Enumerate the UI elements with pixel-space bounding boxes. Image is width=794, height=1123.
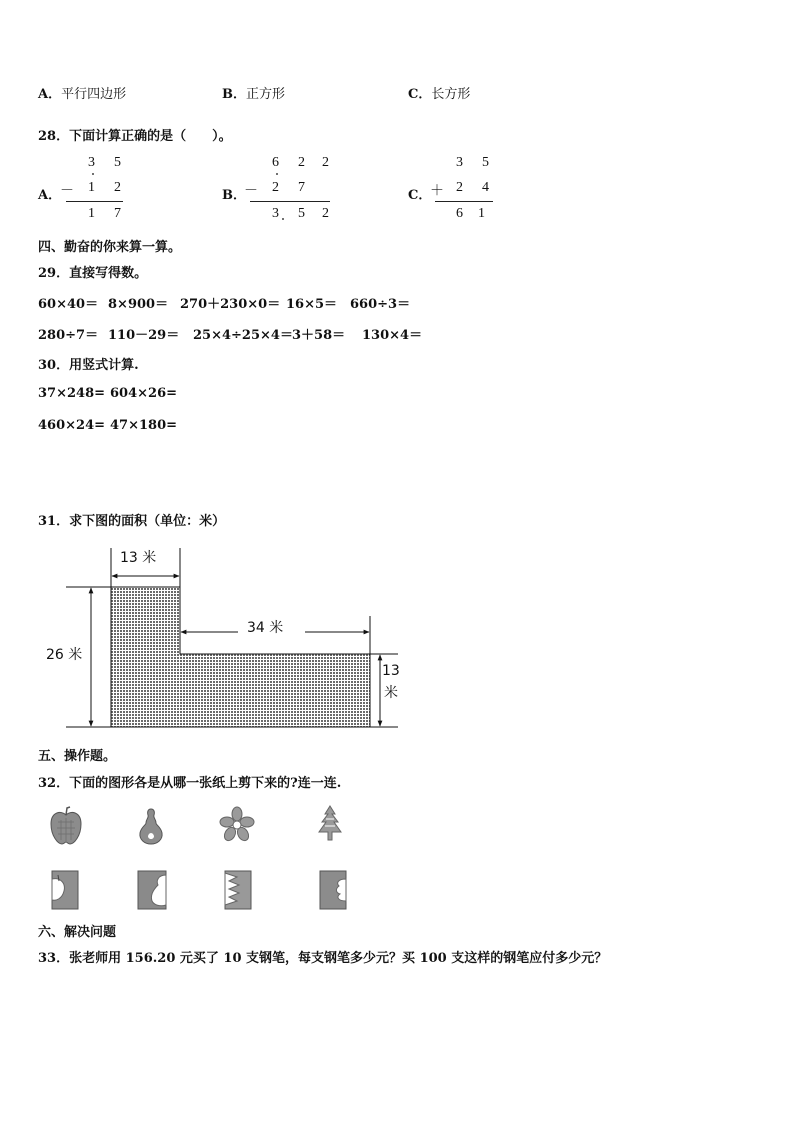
digit: 5 <box>298 206 305 221</box>
q29-item: 8×900＝ <box>108 297 169 312</box>
digit: 6 <box>272 155 279 170</box>
q29-item: 130×4＝ <box>362 328 423 343</box>
result-line <box>250 201 330 202</box>
q29-title: 29．直接写得数。 <box>38 266 148 281</box>
digit: 7 <box>298 180 305 195</box>
digit: 3 <box>88 155 95 170</box>
flower-icon <box>219 806 255 842</box>
borrow-dot <box>276 173 278 175</box>
q30-item: 37×248= <box>38 386 106 401</box>
q31-title: 31．求下图的面积（单位：米） <box>38 514 226 529</box>
q27-option-c <box>408 83 470 102</box>
borrow-dot <box>92 173 94 175</box>
q33-title: 33．张老师用 156.20 元买了 10 支钢笔，每支钢笔多少元？买 100 支这样的钢笔应付多少元？ <box>38 951 608 966</box>
l-shape <box>111 587 370 727</box>
digit: 2 <box>456 180 463 195</box>
dim-right-label: 13 <box>382 663 400 679</box>
operator: － <box>244 184 258 199</box>
paper-gourd-cut <box>134 867 170 913</box>
digit: 2 <box>272 180 279 195</box>
section-5-heading: 五、操作题。 <box>38 749 117 764</box>
q29-item: 660÷3＝ <box>350 297 411 312</box>
option-letter: C． <box>408 188 432 203</box>
digit: 5 <box>482 155 489 170</box>
option-text: 正方形 <box>246 87 286 102</box>
dim-top-label: 13 米 <box>120 550 157 566</box>
operator: ＋ <box>430 184 444 199</box>
digit: 2 <box>298 155 305 170</box>
area-figure <box>0 540 420 740</box>
q29-item: 270＋230×0＝ <box>180 297 281 312</box>
section-4-heading: 四、勤奋的你来算一算。 <box>38 240 182 255</box>
digit: 7 <box>114 206 121 221</box>
q29-item: 25×4÷25×4＝ <box>193 328 293 343</box>
option-letter: A． <box>38 188 62 203</box>
dim-right-unit: 米 <box>384 685 398 701</box>
section-6-heading: 六、解决问题 <box>38 925 117 940</box>
q30-item: 47×180= <box>110 418 178 433</box>
q29-item: 16×5＝ <box>286 297 338 312</box>
digit: 3 <box>456 155 463 170</box>
q29-item: 280÷7＝ <box>38 328 99 343</box>
paper-tree-cut <box>314 867 350 913</box>
gourd-icon <box>135 806 167 846</box>
paper-flower-cut <box>221 867 257 913</box>
q29-item: 60×40＝ <box>38 297 99 312</box>
option-text: 平行四边形 <box>61 87 127 102</box>
q30-title: 30．用竖式计算. <box>38 358 139 373</box>
result-line <box>66 201 123 202</box>
dim-left-label: 26 米 <box>46 647 83 663</box>
q32-title: 32．下面的图形各是从哪一张纸上剪下来的?连一连. <box>38 776 342 791</box>
option-letter: A． <box>38 87 62 102</box>
option-letter: C． <box>408 87 432 102</box>
digit: 2 <box>322 155 329 170</box>
digit: 6 <box>456 206 463 221</box>
q29-item: 110－29＝ <box>108 328 180 343</box>
digit: 1 <box>88 206 95 221</box>
option-text: 长方形 <box>431 87 471 102</box>
option-letter: B． <box>222 87 246 102</box>
digit: 1 <box>478 206 485 221</box>
digit: 1 <box>88 180 95 195</box>
q29-item: 3＋58＝ <box>292 328 346 343</box>
digit: 3 <box>272 206 279 221</box>
digit: 4 <box>482 180 489 195</box>
paper-apple-cut <box>48 867 84 913</box>
borrow-dot <box>282 218 284 220</box>
q30-item: 604×26= <box>110 386 178 401</box>
option-letter: B． <box>222 188 246 203</box>
q30-item: 460×24= <box>38 418 106 433</box>
digit: 2 <box>114 180 121 195</box>
result-line <box>435 201 493 202</box>
digit: 2 <box>322 206 329 221</box>
dim-middle-label: 34 米 <box>247 620 284 636</box>
q27-option-b <box>222 83 285 102</box>
digit: 5 <box>114 155 121 170</box>
q28-title: 28．下面计算正确的是（ ）。 <box>38 129 232 144</box>
tree-icon <box>314 804 346 844</box>
operator: － <box>60 184 74 199</box>
apple-icon <box>48 806 84 846</box>
q27-option-a <box>38 83 126 102</box>
